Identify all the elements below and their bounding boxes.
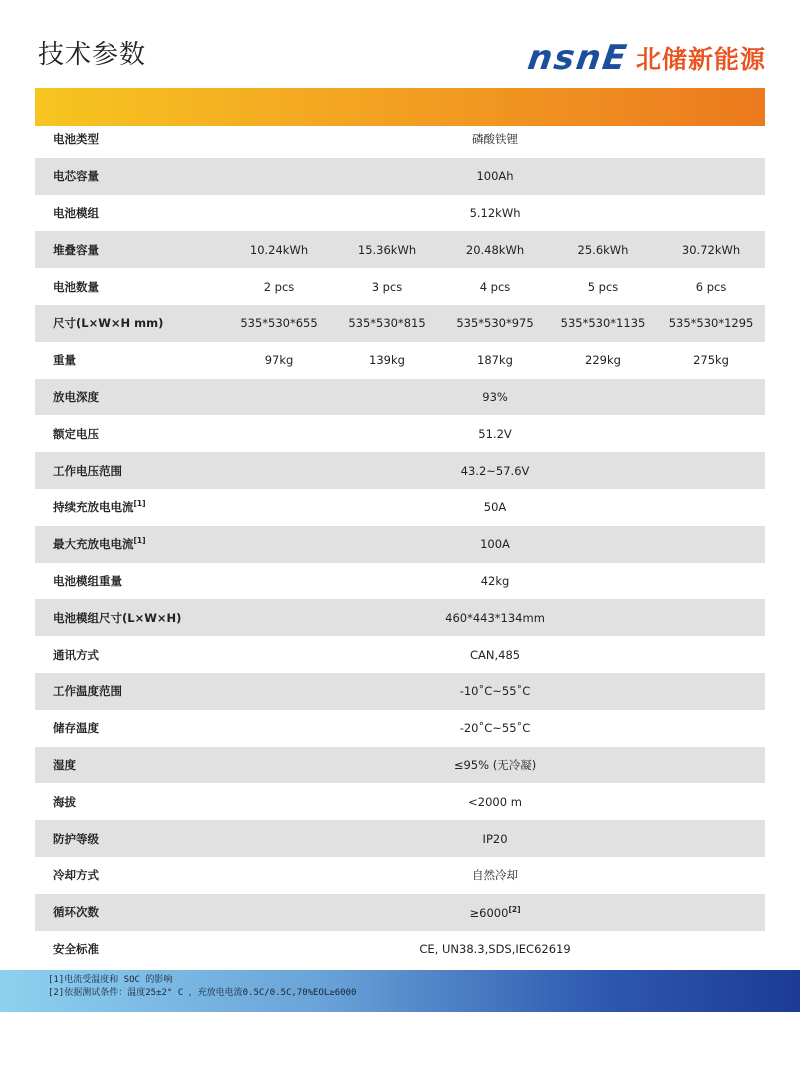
spec-label-text: 放电深度	[53, 389, 99, 404]
spec-label-text: 储存温度	[53, 721, 99, 736]
spec-label-text: 防护等级	[53, 831, 99, 846]
spec-value: 535*530*1135	[549, 305, 657, 342]
spec-row	[35, 636, 765, 673]
spec-value	[225, 452, 765, 489]
footnote-ref: [2]	[508, 904, 521, 914]
spec-row	[35, 673, 765, 710]
spec-row	[35, 342, 765, 379]
spec-label	[35, 305, 225, 342]
spec-value	[225, 158, 765, 195]
spec-label-text: 尺寸(L×W×H mm)	[53, 316, 164, 331]
spec-value	[225, 747, 765, 784]
spec-label-text: 持续充放电电流	[53, 500, 134, 515]
spec-row	[35, 452, 765, 489]
page-title: 技术参数	[38, 40, 147, 70]
spec-value	[225, 526, 765, 563]
footnote-ref: [1]	[133, 499, 146, 509]
spec-value	[225, 599, 765, 636]
spec-row	[35, 268, 765, 305]
spec-label-text: 电池模组尺寸(L×W×H)	[53, 610, 182, 625]
logo-chinese-text: 北储新能源	[635, 45, 766, 74]
spec-value-text: 42kg	[480, 573, 510, 588]
spec-value: 5 pcs	[587, 279, 619, 294]
spec-value: 229kg	[585, 353, 621, 368]
spec-label	[35, 783, 225, 820]
spec-row	[35, 489, 765, 526]
spec-value: 15.36kWh	[333, 231, 441, 268]
spec-label	[35, 268, 225, 305]
spec-label	[35, 636, 225, 673]
spec-label	[35, 673, 225, 710]
spec-label-text: 电池类型	[53, 132, 99, 147]
spec-row	[35, 563, 765, 600]
spec-value-text: -20˚C~55˚C	[459, 721, 531, 736]
spec-value: 535*530*815	[333, 305, 441, 342]
spec-row	[35, 857, 765, 894]
spec-row	[35, 379, 765, 416]
spec-row	[35, 931, 765, 968]
spec-value-text: 50A	[483, 500, 507, 515]
spec-label-text: 海拔	[53, 794, 76, 809]
spec-row	[35, 231, 765, 268]
spec-label	[35, 415, 225, 452]
spec-label	[35, 710, 225, 747]
spec-label-text: 循环次数	[53, 905, 99, 920]
spec-value	[225, 195, 765, 232]
spec-row	[35, 599, 765, 636]
spec-row	[35, 158, 765, 195]
spec-value: 139kg	[369, 353, 405, 368]
spec-label	[35, 599, 225, 636]
spec-row	[35, 820, 765, 857]
spec-value: 30.72kWh	[657, 231, 765, 268]
spec-value	[225, 820, 765, 857]
spec-value: 535*530*975	[441, 305, 549, 342]
spec-label	[35, 195, 225, 232]
spec-value	[225, 783, 765, 820]
spec-value	[225, 563, 765, 600]
brand-logo	[525, 38, 766, 78]
spec-row	[35, 747, 765, 784]
spec-value	[225, 379, 765, 416]
spec-label-text: 工作电压范围	[53, 463, 122, 478]
spec-value-text: 93%	[482, 389, 508, 404]
spec-row	[35, 710, 765, 747]
spec-label-text: 工作温度范围	[53, 684, 122, 699]
spec-value-text: 51.2V	[478, 426, 512, 441]
spec-value-text: -10˚C~55˚C	[459, 684, 531, 699]
spec-label	[35, 526, 225, 563]
spec-value-text: ≤95% (无冷凝)	[453, 757, 537, 772]
footnote-2: [2]依据测试条件：温度25±2° C ，充放电电流0.5C/0.5C,70%EOL≥6000	[48, 988, 357, 998]
spec-value-text: 43.2~57.6V	[460, 463, 530, 478]
spec-label-text: 湿度	[53, 757, 76, 772]
spec-label	[35, 894, 225, 931]
spec-value-text: 磷酸铁锂	[472, 132, 519, 147]
spec-value	[225, 415, 765, 452]
spec-value-text: <2000 m	[468, 794, 522, 809]
spec-value	[225, 121, 765, 158]
spec-value: 97kg	[264, 353, 294, 368]
spec-value: 25.6kWh	[549, 231, 657, 268]
spec-label	[35, 158, 225, 195]
spec-label	[35, 857, 225, 894]
spec-value: 535*530*655	[225, 305, 333, 342]
spec-value-text: 100A	[480, 537, 510, 552]
spec-row	[35, 195, 765, 232]
spec-label-text: 电芯容量	[53, 169, 99, 184]
spec-label	[35, 342, 225, 379]
spec-label	[35, 489, 225, 526]
spec-row	[35, 526, 765, 563]
spec-value-text: CE, UN38.3,SDS,IEC62619	[419, 941, 571, 956]
spec-row	[35, 121, 765, 158]
spec-value-text: 460*443*134mm	[445, 610, 545, 625]
spec-value: 275kg	[693, 353, 729, 368]
spec-value	[225, 931, 765, 968]
logo-latin-text: nsnE	[525, 38, 631, 78]
spec-value	[225, 857, 765, 894]
spec-value-text: IP20	[482, 831, 508, 846]
spec-label	[35, 820, 225, 857]
spec-value-text: 100Ah	[476, 169, 514, 184]
spec-value: 3 pcs	[371, 279, 403, 294]
spec-value	[225, 710, 765, 747]
spec-label-text: 安全标准	[53, 941, 99, 956]
spec-label	[35, 747, 225, 784]
spec-value: 2 pcs	[263, 279, 295, 294]
spec-row	[35, 415, 765, 452]
spec-label-text: 通讯方式	[53, 647, 99, 662]
spec-label-text: 堆叠容量	[53, 242, 99, 257]
spec-row	[35, 305, 765, 342]
spec-value	[225, 894, 765, 931]
spec-label-text: 最大充放电电流	[53, 537, 134, 552]
spec-label-text: 重量	[53, 353, 76, 368]
spec-label	[35, 121, 225, 158]
spec-value-text: ≥6000	[469, 905, 509, 920]
spec-value	[225, 636, 765, 673]
spec-label	[35, 231, 225, 268]
spec-value: 6 pcs	[695, 279, 727, 294]
spec-label-text: 额定电压	[53, 426, 99, 441]
spec-row	[35, 783, 765, 820]
footnotes	[48, 974, 356, 1000]
spec-value: 4 pcs	[479, 279, 511, 294]
spec-value	[225, 673, 765, 710]
spec-value: 535*530*1295	[657, 305, 765, 342]
spec-label	[35, 563, 225, 600]
spec-value-text: 5.12kWh	[469, 205, 521, 220]
spec-label-text: 电池数量	[53, 279, 99, 294]
spec-value-text: 自然冷却	[472, 868, 519, 883]
spec-label-text: 冷却方式	[53, 868, 99, 883]
spec-value: 10.24kWh	[225, 231, 333, 268]
footnote-1: [1]电流受温度和 SOC 的影响	[48, 975, 173, 985]
spec-label	[35, 379, 225, 416]
spec-value: 20.48kWh	[441, 231, 549, 268]
spec-table	[35, 121, 765, 967]
spec-label	[35, 452, 225, 489]
spec-label-text: 电池模组重量	[53, 573, 122, 588]
spec-value	[225, 489, 765, 526]
spec-value-text: CAN,485	[469, 647, 521, 662]
spec-label	[35, 931, 225, 968]
spec-label-text: 电池模组	[53, 205, 99, 220]
spec-row	[35, 894, 765, 931]
footer-notes-bar	[0, 970, 800, 1012]
footnote-ref: [1]	[133, 536, 146, 546]
spec-value: 187kg	[477, 353, 513, 368]
